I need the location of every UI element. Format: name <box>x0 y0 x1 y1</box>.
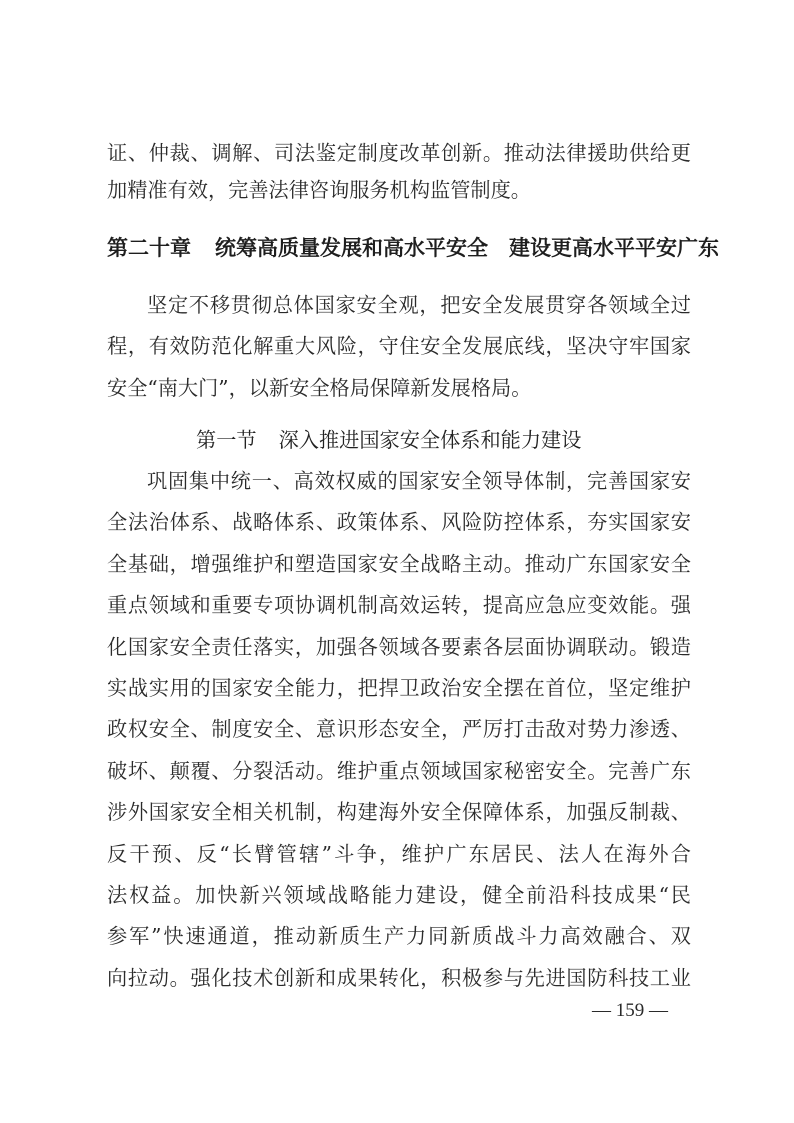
section-body-line-12: 参军”快速通道，推动新质生产力同新质战斗力高效融合、双 <box>107 924 691 948</box>
section-body-line-4: 重点领域和重要专项协调机制高效运转，提高应急应变效能。强 <box>107 593 691 617</box>
intro-line-2: 加精准有效，完善法律咨询服务机构监管制度。 <box>107 178 531 202</box>
section-heading <box>196 426 581 454</box>
section-body-line-6: 实战实用的国家安全能力，把捍卫政治安全摆在首位，坚定维护 <box>107 676 691 700</box>
chapter-intro-line-2: 程，有效防范化解重大风险，守住安全发展底线，坚决守牢国家 <box>107 334 691 358</box>
chapter-intro-line-1: 坚定不移贯彻总体国家安全观，把安全发展贯穿各领域全过 <box>147 293 691 317</box>
section-body-line-1: 巩固集中统一、高效权威的国家安全领导体制，完善国家安 <box>147 469 691 493</box>
section-body-line-10: 反干预、反“长臂管辖”斗争，维护广东居民、法人在海外合 <box>107 842 691 866</box>
intro-line-1: 证、仲裁、调解、司法鉴定制度改革创新。推动法律援助供给更 <box>107 141 691 165</box>
section-body-line-9: 涉外国家安全相关机制，构建海外安全保障体系，加强反制裁、 <box>107 800 691 824</box>
page-number: — 159 — <box>592 1000 668 1021</box>
chapter-title-part1: 统筹高质量发展和高水平安全 <box>215 235 488 260</box>
chapter-number: 第二十章 <box>107 235 191 260</box>
chapter-title-part2: 建设更高水平平安广东 <box>509 235 719 260</box>
section-body-line-8: 破坏、颠覆、分裂活动。维护重点领域国家秘密安全。完善广东 <box>107 759 691 783</box>
section-body-line-11: 法权益。加快新兴领域战略能力建设，健全前沿科技成果“民 <box>107 883 691 907</box>
section-body-line-2: 全法治体系、战略体系、政策体系、风险防控体系，夯实国家安 <box>107 510 691 534</box>
section-title: 深入推进国家安全体系和能力建设 <box>278 428 582 452</box>
section-body-line-3: 全基础，增强维护和塑造国家安全战略主动。推动广东国家安全 <box>107 552 691 576</box>
section-body-line-5: 化国家安全责任落实，加强各领域各要素各层面协调联动。锻造 <box>107 635 691 659</box>
section-body-line-13: 向拉动。强化技术创新和成果转化，积极参与先进国防科技工业 <box>107 966 691 990</box>
section-body-line-7: 政权安全、制度安全、意识形态安全，严厉打击敌对势力渗透、 <box>107 717 691 741</box>
section-number: 第一节 <box>196 428 257 452</box>
chapter-intro-line-3: 安全“南大门”，以新安全格局保障新发展格局。 <box>107 376 532 400</box>
chapter-heading <box>107 233 719 263</box>
